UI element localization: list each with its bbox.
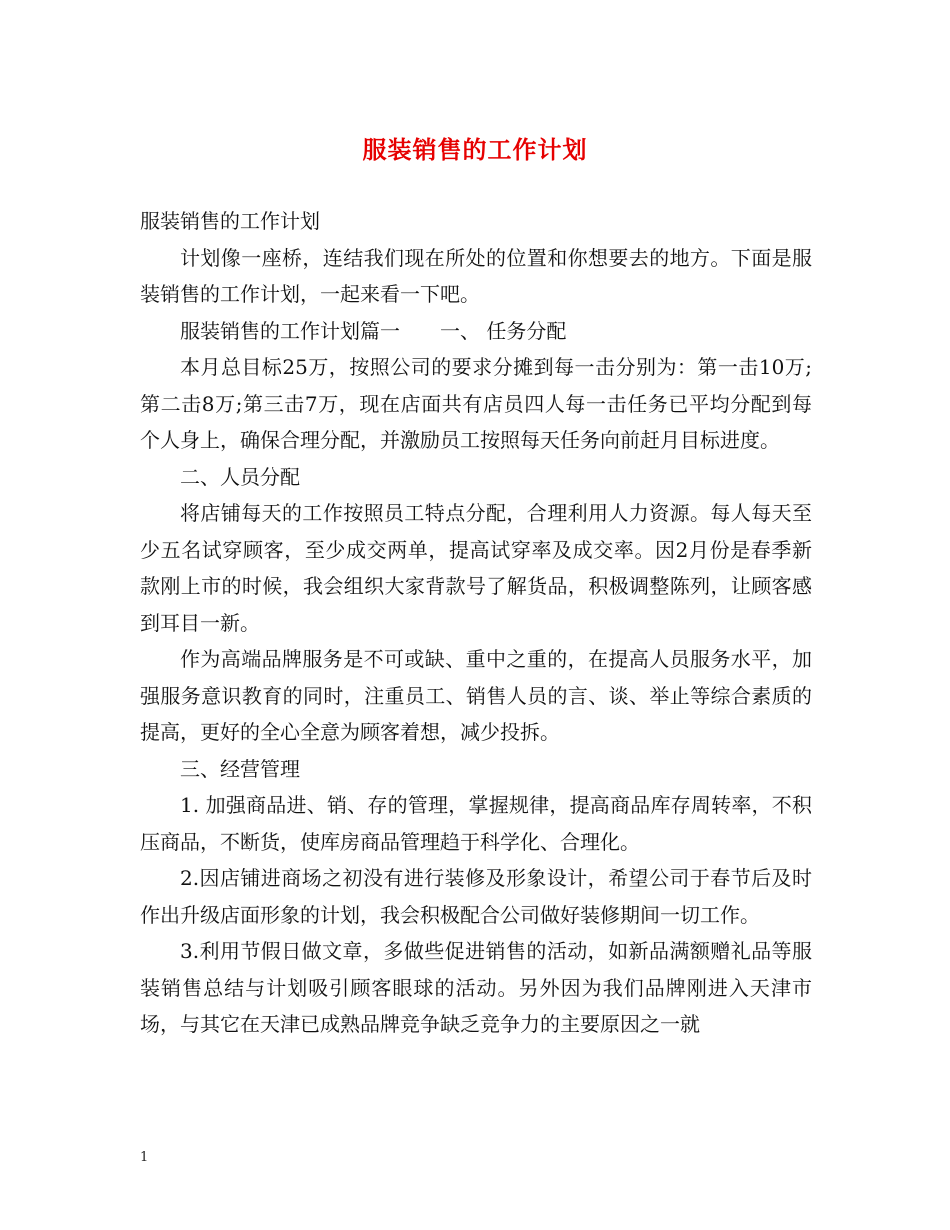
paragraph-intro: 计划像一座桥，连结我们现在所处的位置和你想要去的地方。下面是服装销售的工作计划，一起来看一下吧。 [140,245,812,306]
paragraph-section-two: 二、人员分配 [180,464,300,489]
paragraph-staffing: 将店铺每天的工作按照员工特点分配，合理利用人力资源。每人每天至少五名试穿顾客，至少成交两单，提高试穿率及成交率。因2月份是春季新款刚上市的时候，我会组织大家背款号了解货品，积极调整陈列，让顾客感到耳目一新。 [140,501,812,635]
paragraph-item-1: 1. 加强商品进、销、存的管理，掌握规律，提高商品库存周转率，不积压商品，不断货，使库房商品管理趋于科学化、合理化。 [140,793,812,854]
paragraph-heading: 服装销售的工作计划 [140,209,320,233]
paragraph-task-allocation: 本月总目标25万，按照公司的要求分摊到每一击分别为：第一击10万;第二击8万;第三击7万，现在店面共有店员四人每一击任务已平均分配到每个人身上，确保合理分配，并激励员工按照每天任务向前赶月目标进度。 [140,355,812,452]
paragraph-service: 作为高端品牌服务是不可或缺、重中之重的，在提高人员服务水平，加强服务意识教育的同时，注重员工、销售人员的言、谈、举止等综合素质的提高，更好的全心全意为顾客着想，减少投拆。 [140,647,812,744]
paragraph-section-three: 三、经营管理 [180,756,300,781]
document-body [140,203,812,1043]
page-number: 1 [140,1150,149,1165]
paragraph-section-one: 服装销售的工作计划篇一 一、 任务分配 [180,318,567,343]
paragraph-item-3: 3.利用节假日做文章，多做些促进销售的活动，如新品满额赠礼品等服装销售总结与计划吸引顾客眼球的活动。另外因为我们品牌刚进入天津市场，与其它在天津已成熟品牌竞争缺乏竞争力的主要原因之一就 [140,939,812,1036]
paragraph-item-2: 2.因店铺进商场之初没有进行装修及形象设计，希望公司于春节后及时作出升级店面形象的计划，我会积极配合公司做好装修期间一切工作。 [140,866,812,927]
document-title: 服装销售的工作计划 [362,135,588,164]
